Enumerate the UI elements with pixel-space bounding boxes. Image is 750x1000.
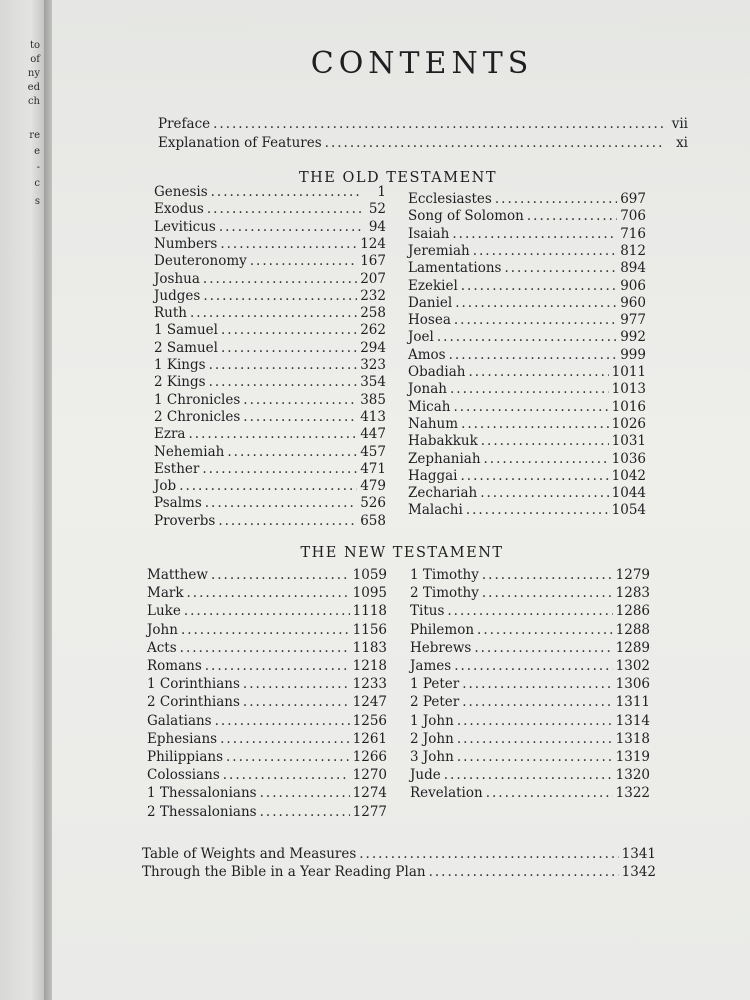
leader-dots <box>211 184 361 201</box>
toc-entry-page: 716 <box>620 225 646 242</box>
toc-entry-title: Explanation of Features <box>158 135 322 151</box>
toc-entry-title: 1 Samuel <box>154 322 218 339</box>
toc-entry-title: Ephesians <box>147 730 218 747</box>
leader-dots <box>223 767 350 784</box>
toc-entry-title: Genesis <box>154 184 208 200</box>
toc-entry-page: 1156 <box>352 621 387 638</box>
toc-entry-page: 1011 <box>611 364 646 380</box>
toc-entry-page: 812 <box>620 242 646 259</box>
leader-dots <box>444 767 613 784</box>
toc-entry-title: Jonah <box>408 381 447 398</box>
toc-entry-page: 1247 <box>352 694 387 711</box>
toc-entry-title: Zephaniah <box>408 450 481 467</box>
leader-dots <box>202 461 357 478</box>
toc-entry-page: 94 <box>368 218 386 235</box>
left-page-fragment: c <box>34 178 40 189</box>
toc-entry-title: Song of Solomon <box>408 208 524 225</box>
toc-entry <box>410 676 650 693</box>
leader-dots <box>455 295 617 312</box>
toc-entry-page: 1274 <box>352 785 387 802</box>
toc-entry-title: 2 Corinthians <box>147 694 240 711</box>
toc-entry-page: 1277 <box>352 803 387 820</box>
toc-entry-page: 52 <box>368 201 386 218</box>
toc-entry <box>408 433 646 450</box>
leader-dots <box>453 399 608 416</box>
toc-entry-page: 1013 <box>611 381 646 398</box>
contents-page <box>52 0 750 1000</box>
toc-entry-page: 1266 <box>352 749 387 765</box>
leader-dots <box>179 478 357 495</box>
toc-entry <box>154 340 386 357</box>
toc-entry <box>147 785 387 802</box>
leader-dots <box>477 622 613 639</box>
toc-entry-page: 1031 <box>611 433 646 450</box>
toc-entry-page: 207 <box>360 270 386 287</box>
toc-entry-page: 1118 <box>352 603 387 620</box>
toc-entry-page: 526 <box>360 495 386 512</box>
toc-entry-title: Ecclesiastes <box>408 191 492 207</box>
toc-entry <box>142 846 656 863</box>
leader-dots <box>260 804 350 821</box>
toc-entry <box>147 658 387 675</box>
toc-entry <box>147 749 387 766</box>
toc-entry-page: vii <box>671 116 688 132</box>
toc-entry-page: 1044 <box>611 485 646 502</box>
leader-dots <box>460 468 608 485</box>
left-page-fragment: of <box>30 54 40 65</box>
toc-entry <box>154 357 386 374</box>
toc-entry-page: 471 <box>360 460 386 477</box>
leader-dots <box>457 713 613 730</box>
toc-entry <box>410 749 650 766</box>
toc-entry-title: Haggai <box>408 467 458 484</box>
toc-entry-page: 1183 <box>352 639 387 656</box>
toc-entry-page: 232 <box>360 287 386 304</box>
leader-dots <box>457 731 613 748</box>
leader-dots <box>504 260 617 277</box>
toc-entry-page: 894 <box>620 260 646 277</box>
leader-dots <box>219 219 361 236</box>
toc-entry-title: Hebrews <box>410 639 472 656</box>
toc-entry-title: Hosea <box>408 312 451 329</box>
left-page-fragment: - <box>36 162 40 173</box>
toc-entry-page: 479 <box>360 478 386 495</box>
toc-entry-page: 1318 <box>615 730 650 747</box>
leader-dots <box>243 409 357 426</box>
left-page-fragment: ed <box>27 82 40 93</box>
leader-dots <box>462 676 612 693</box>
toc-entry <box>408 451 646 468</box>
toc-entry <box>410 785 650 802</box>
leader-dots <box>449 347 618 364</box>
toc-entry-title: Luke <box>147 603 181 620</box>
toc-entry-page: 1311 <box>615 694 650 711</box>
toc-entry-title: Ezekiel <box>408 277 458 294</box>
toc-entry-title: 3 John <box>410 749 454 765</box>
leader-dots <box>209 357 358 374</box>
toc-entry <box>154 426 386 443</box>
toc-entry <box>147 731 387 748</box>
toc-entry-page: 258 <box>360 305 386 322</box>
leader-dots <box>462 694 612 711</box>
leader-dots <box>250 253 357 270</box>
toc-entry-title: Deuteronomy <box>154 253 247 270</box>
leader-dots <box>190 305 357 322</box>
toc-entry-title: Judges <box>154 287 201 304</box>
toc-entry <box>408 208 646 225</box>
toc-entry-title: 2 Kings <box>154 374 206 391</box>
toc-entry-title: Amos <box>408 346 446 363</box>
toc-entry-page: 1289 <box>615 639 650 656</box>
leader-dots <box>188 426 357 443</box>
toc-entry-page: 706 <box>620 208 646 225</box>
toc-entry-title: Esther <box>154 460 200 477</box>
toc-entry <box>147 804 387 821</box>
toc-entry-page: 697 <box>620 191 646 207</box>
toc-entry <box>410 640 650 657</box>
leader-dots <box>486 785 613 802</box>
left-page-fragment: re <box>29 130 40 141</box>
leader-dots <box>209 374 358 391</box>
toc-entry-page: 413 <box>360 408 386 425</box>
toc-entry <box>147 567 387 584</box>
toc-entry <box>147 767 387 784</box>
leader-dots <box>205 658 350 675</box>
leader-dots <box>260 785 350 802</box>
toc-entry-title: Ezra <box>154 426 186 443</box>
leader-dots <box>473 243 618 260</box>
toc-entry-title: Galatians <box>147 712 212 729</box>
toc-entry <box>154 288 386 305</box>
toc-entry-title: Psalms <box>154 495 202 512</box>
leader-dots <box>243 694 350 711</box>
toc-entry-title: Lamentations <box>408 260 502 277</box>
left-page-fragment: e <box>34 146 40 157</box>
leader-dots <box>437 329 617 346</box>
leader-dots <box>184 603 350 620</box>
leader-dots <box>207 201 361 218</box>
toc-entry-title: Job <box>154 478 177 495</box>
toc-entry <box>154 478 386 495</box>
left-page-edge <box>0 0 44 1000</box>
leader-dots <box>180 640 350 657</box>
toc-entry-page: 1341 <box>621 846 656 862</box>
toc-entry-page: 1270 <box>352 767 387 784</box>
toc-entry <box>154 374 386 391</box>
toc-entry-page: 1306 <box>615 676 650 693</box>
toc-entry-title: John <box>147 621 178 638</box>
toc-entry-title: 2 Samuel <box>154 339 218 356</box>
leader-dots <box>211 567 350 584</box>
toc-entry-page: 1036 <box>611 450 646 467</box>
toc-entry-page: 167 <box>360 253 386 270</box>
toc-entry-page: 1233 <box>352 676 387 693</box>
toc-entry-page: 457 <box>360 443 386 460</box>
toc-entry <box>154 409 386 426</box>
section-heading: THE OLD TESTAMENT <box>298 170 498 186</box>
toc-entry-title: James <box>410 658 452 674</box>
leader-dots <box>447 603 612 620</box>
toc-entry-page: 1302 <box>615 658 650 674</box>
toc-entry-page: 960 <box>620 294 646 311</box>
toc-entry-title: 2 Chronicles <box>154 408 241 425</box>
toc-entry-title: 2 John <box>410 730 454 747</box>
leader-dots <box>203 288 357 305</box>
leader-dots <box>461 416 609 433</box>
toc-entry-title: Philippians <box>147 749 224 765</box>
leader-dots <box>243 392 357 409</box>
toc-entry <box>408 243 646 260</box>
toc-entry-title: Joel <box>408 329 434 346</box>
toc-entry <box>154 201 386 218</box>
toc-entry <box>154 184 386 201</box>
toc-entry <box>154 392 386 409</box>
leader-dots <box>187 585 350 602</box>
leader-dots <box>461 278 617 295</box>
toc-entry-page: 658 <box>360 512 386 529</box>
leader-dots <box>481 433 609 450</box>
leader-dots <box>221 340 357 357</box>
toc-entry-title: 1 Corinthians <box>147 676 240 693</box>
toc-entry-page: 977 <box>620 312 646 329</box>
toc-entry <box>154 461 386 478</box>
toc-entry-title: 2 Thessalonians <box>147 803 257 820</box>
toc-entry <box>408 381 646 398</box>
toc-entry-page: 323 <box>360 357 386 373</box>
leader-dots <box>474 640 612 657</box>
toc-entry-title: 1 Chronicles <box>154 391 241 408</box>
toc-entry-title: Proverbs <box>154 512 216 529</box>
toc-entry <box>154 513 386 530</box>
leader-dots <box>226 749 350 766</box>
toc-entry-title: Leviticus <box>154 218 216 235</box>
toc-entry-title: Preface <box>158 116 211 132</box>
toc-entry-title: Philemon <box>410 621 475 638</box>
toc-entry <box>408 485 646 502</box>
toc-entry-title: Nahum <box>408 415 459 432</box>
toc-entry-page: 1342 <box>621 864 656 880</box>
toc-entry <box>147 603 387 620</box>
toc-entry <box>154 236 386 253</box>
toc-entry <box>410 603 650 620</box>
toc-entry-title: Through the Bible in a Year Reading Plan <box>142 864 426 880</box>
toc-entry-title: 1 Peter <box>410 676 460 693</box>
toc-entry-page: 447 <box>360 426 386 443</box>
toc-entry-page: 124 <box>360 235 386 252</box>
left-page-fragment: ch <box>27 96 40 107</box>
toc-entry <box>147 622 387 639</box>
toc-entry <box>410 731 650 748</box>
toc-entry <box>410 658 650 675</box>
toc-entry-title: 1 John <box>410 712 454 729</box>
toc-entry <box>410 694 650 711</box>
toc-entry <box>154 219 386 236</box>
leader-dots <box>215 713 350 730</box>
toc-entry-page: 1283 <box>615 585 650 602</box>
leader-dots <box>466 502 609 519</box>
toc-entry <box>408 347 646 364</box>
toc-entry-page: 1322 <box>615 785 650 802</box>
toc-entry-title: Micah <box>408 398 451 415</box>
toc-entry-title: Daniel <box>408 294 453 311</box>
toc-entry-page: 1059 <box>352 567 387 583</box>
toc-entry <box>408 399 646 416</box>
toc-entry-page: 385 <box>360 391 386 408</box>
toc-entry-title: Acts <box>147 639 177 656</box>
toc-entry-page: 906 <box>620 277 646 294</box>
leader-dots <box>218 513 357 530</box>
section-heading: THE NEW TESTAMENT <box>300 545 504 561</box>
toc-entry <box>147 640 387 657</box>
toc-entry-page: 262 <box>360 322 386 339</box>
toc-entry-title: Numbers <box>154 235 218 252</box>
toc-entry <box>408 468 646 485</box>
leader-dots <box>227 444 357 461</box>
toc-entry <box>147 713 387 730</box>
toc-entry <box>154 322 386 339</box>
toc-entry-title: Malachi <box>408 502 463 519</box>
toc-entry <box>408 260 646 277</box>
toc-entry-title: 2 Peter <box>410 694 460 711</box>
toc-entry-title: Matthew <box>147 567 208 583</box>
toc-entry-page: 354 <box>360 374 386 391</box>
toc-entry-title: Revelation <box>410 785 483 802</box>
toc-entry-title: 1 Thessalonians <box>147 785 257 802</box>
toc-entry <box>408 295 646 312</box>
toc-entry <box>408 364 646 381</box>
toc-entry-title: Obadiah <box>408 364 466 380</box>
toc-entry-page: 1286 <box>615 603 650 620</box>
toc-entry-page: 1042 <box>611 467 646 484</box>
toc-entry <box>142 864 656 881</box>
leader-dots <box>221 322 357 339</box>
toc-entry-page: 1026 <box>611 415 646 432</box>
toc-entry-title: Joshua <box>154 270 200 287</box>
toc-entry <box>408 312 646 329</box>
toc-entry <box>154 271 386 288</box>
toc-entry <box>154 253 386 270</box>
toc-entry <box>154 495 386 512</box>
toc-entry-title: Mark <box>147 585 184 602</box>
leader-dots <box>482 567 613 584</box>
toc-entry <box>408 416 646 433</box>
toc-entry-page: 1314 <box>615 712 650 729</box>
toc-entry <box>408 226 646 243</box>
toc-entry-page: 1 <box>377 184 386 200</box>
toc-entry-title: Titus <box>410 603 445 620</box>
toc-entry <box>408 191 646 208</box>
toc-entry <box>158 135 688 152</box>
leader-dots <box>527 208 617 225</box>
toc-entry-title: Ruth <box>154 305 187 322</box>
toc-entry-title: Isaiah <box>408 225 450 242</box>
toc-entry <box>154 305 386 322</box>
leader-dots <box>325 135 663 152</box>
leader-dots <box>359 846 618 863</box>
leader-dots <box>495 191 617 208</box>
page-title: CONTENTS <box>310 46 534 81</box>
leader-dots <box>213 116 663 133</box>
leader-dots <box>220 236 357 253</box>
toc-entry-page: 999 <box>620 346 646 363</box>
leader-dots <box>452 226 617 243</box>
toc-entry-page: 1256 <box>352 712 387 729</box>
leader-dots <box>468 364 608 381</box>
toc-entry <box>410 585 650 602</box>
toc-entry <box>408 502 646 519</box>
toc-entry-title: Colossians <box>147 767 220 784</box>
leader-dots <box>482 585 613 602</box>
toc-entry <box>410 622 650 639</box>
leader-dots <box>480 485 608 502</box>
toc-entry-title: Nehemiah <box>154 443 225 460</box>
leader-dots <box>457 749 613 766</box>
toc-entry-page: 1054 <box>611 502 646 519</box>
leader-dots <box>450 381 609 398</box>
toc-entry <box>408 278 646 295</box>
toc-entry-title: Zechariah <box>408 485 478 502</box>
leader-dots <box>243 676 350 693</box>
toc-entry <box>147 676 387 693</box>
toc-entry-page: 1016 <box>611 398 646 415</box>
leader-dots <box>220 731 350 748</box>
toc-entry-title: Habakkuk <box>408 433 478 450</box>
leader-dots <box>454 658 612 675</box>
toc-entry-title: Romans <box>147 658 202 674</box>
toc-entry <box>147 694 387 711</box>
left-page-fragment: s <box>34 196 40 207</box>
toc-entry-page: 1095 <box>352 585 387 602</box>
toc-entry-title: 2 Timothy <box>410 585 479 602</box>
toc-entry <box>410 713 650 730</box>
toc-entry <box>154 444 386 461</box>
toc-entry-title: Exodus <box>154 201 204 218</box>
toc-entry-title: 1 Kings <box>154 357 206 373</box>
toc-entry <box>158 116 688 133</box>
toc-entry-page: 1279 <box>615 567 650 583</box>
toc-entry-page: 1288 <box>615 621 650 638</box>
toc-entry-page: 1320 <box>615 767 650 784</box>
toc-entry-page: 1218 <box>352 658 387 674</box>
toc-entry-title: Jeremiah <box>408 242 470 259</box>
toc-entry <box>408 329 646 346</box>
toc-entry <box>147 585 387 602</box>
leader-dots <box>181 622 350 639</box>
toc-entry-page: 294 <box>360 339 386 356</box>
leader-dots <box>205 495 357 512</box>
leader-dots <box>454 312 617 329</box>
toc-entry-page: xi <box>676 135 688 151</box>
toc-entry-page: 1261 <box>352 730 387 747</box>
toc-entry-title: 1 Timothy <box>410 567 479 583</box>
leader-dots <box>484 451 609 468</box>
leader-dots <box>203 271 357 288</box>
left-page-fragment: ny <box>27 68 40 79</box>
toc-entry-page: 1319 <box>615 749 650 765</box>
toc-entry-title: Table of Weights and Measures <box>142 846 357 862</box>
toc-entry <box>410 567 650 584</box>
toc-entry <box>410 767 650 784</box>
left-page-fragment: to <box>29 40 40 51</box>
leader-dots <box>429 864 619 881</box>
toc-entry-page: 992 <box>620 329 646 346</box>
toc-entry-title: Jude <box>410 767 441 784</box>
